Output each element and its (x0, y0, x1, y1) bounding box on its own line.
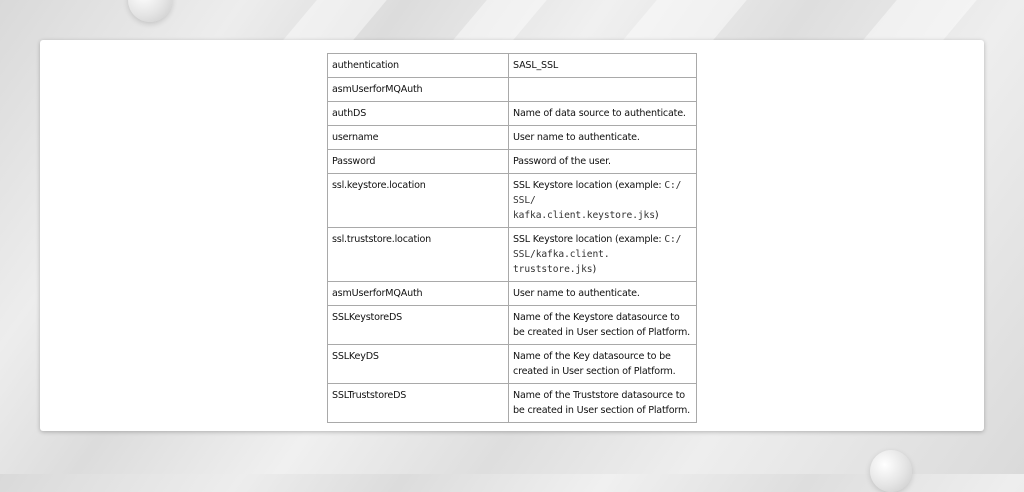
param-desc-cell (509, 228, 697, 282)
table-row (328, 102, 697, 126)
table-row (328, 345, 697, 384)
code-path: kafka.client.keystore.jks (513, 210, 655, 221)
parameters-table (327, 53, 697, 423)
code-path: C:/ (664, 180, 682, 191)
background-stripe (283, 0, 387, 40)
table-row (328, 54, 697, 78)
param-desc-cell: Name of the Truststore datasource to be created in User section of Platform. (509, 384, 697, 423)
param-desc-cell: User name to authenticate. (509, 126, 697, 150)
background-stripe (453, 0, 547, 40)
code-path: SSL/ (513, 195, 536, 206)
table-row (328, 228, 697, 282)
param-name-cell: ssl.truststore.location (328, 228, 509, 282)
param-desc-cell: Password of the user. (509, 150, 697, 174)
param-desc-cell: Name of data source to authenticate. (509, 102, 697, 126)
param-name-cell: asmUserforMQAuth (328, 282, 509, 306)
desc-text: ) (592, 264, 597, 275)
param-desc-cell: SASL_SSL (509, 54, 697, 78)
param-name-cell: SSLKeystoreDS (328, 306, 509, 345)
param-name-cell: authDS (328, 102, 509, 126)
desc-text: SSL Keystore location (example: (513, 234, 665, 245)
background-stripe (863, 0, 977, 40)
code-path: truststore.jks (513, 264, 593, 275)
param-name-cell: username (328, 126, 509, 150)
table-row (328, 150, 697, 174)
param-name-cell: SSLTruststoreDS (328, 384, 509, 423)
table-row (328, 126, 697, 150)
param-name-cell: SSLKeyDS (328, 345, 509, 384)
background-stripe (623, 0, 747, 40)
param-name-cell: ssl.keystore.location (328, 174, 509, 228)
desc-text: ) (654, 210, 659, 221)
table-row (328, 282, 697, 306)
table-row (328, 306, 697, 345)
code-path: SSL/kafka.client. (513, 249, 610, 260)
code-path: C:/ (664, 234, 682, 245)
table-row (328, 384, 697, 423)
table-row (328, 78, 697, 102)
param-desc-cell: Name of the Keystore datasource to be created in User section of Platform. (509, 306, 697, 345)
param-name-cell: Password (328, 150, 509, 174)
desc-text: SSL Keystore location (example: (513, 180, 665, 191)
decorative-sphere (870, 450, 912, 492)
param-desc-cell (509, 78, 697, 102)
param-name-cell: asmUserforMQAuth (328, 78, 509, 102)
param-desc-cell (509, 174, 697, 228)
param-name-cell: authentication (328, 54, 509, 78)
param-desc-cell: Name of the Key datasource to be created in User section of Platform. (509, 345, 697, 384)
table-row (328, 174, 697, 228)
param-desc-cell: User name to authenticate. (509, 282, 697, 306)
decorative-sphere (128, 0, 172, 22)
document-card (40, 40, 984, 431)
